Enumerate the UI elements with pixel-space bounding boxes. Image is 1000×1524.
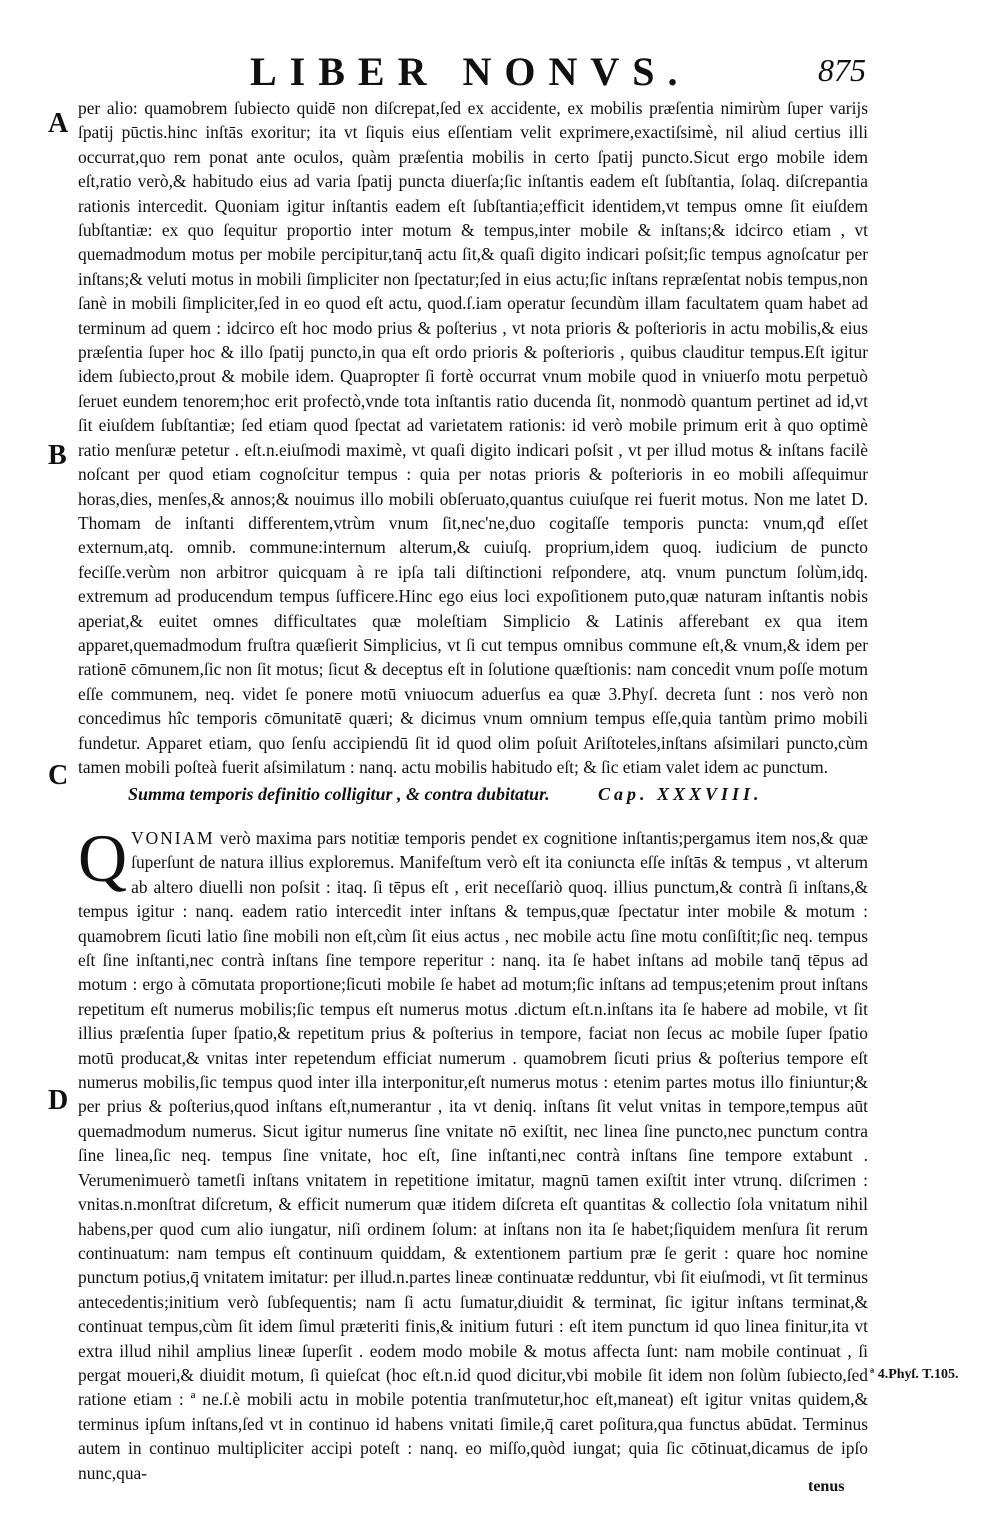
drop-initial: Q [78,820,128,896]
catchword: tenus [808,1478,845,1495]
margin-marker-c: C [48,760,69,791]
opening-word: VONIAM [131,828,215,848]
body-text-block-1 [78,96,868,779]
paragraph-1: per alio: quamobrem ſubiecto quidē non diſcrepat,ſed ex accidente, ex mobilis præſentia nimirùm ſuper varijs ſpatij pūctis.hinc inſtās exoritur; ita vt ſiquis eius eſſentiam velit exprimere,exactiſsimè, nil aliud certius illi occurrat,quo rem ponat ante oculos, quàm præſentia mobilis in certo ſpatij puncto.Sicut ergo mobile idem eſt,ratio verò,& habitudo eius ad varia ſpatij puncta diuerſa;ſic inſtantis eadem eſt ſubſtantia, ſolaq. diſcrepantia rationis intercedit. Quoniam igitur inſtantis eadem eſt ſubſtantia;efficit identidem,vt tempus omne ſit eiuſdem ſubſtantiæ: ex quo ſequitur proportio inter motum & tempus,inter mobile & inſtans;& idcirco etiam , vt quemadmodum motus per mobile percipitur,tanq̄ actu ſit,& quaſi digito indicari poſsit;ſic tempus agnoſcatur per inſtans;& veluti motus in mobili ſimpliciter non ſpectatur;ſed in eius actu;ſic inſtans repræſentat nobis tempus,non ſanè in mobili ſimpliciter,ſed in eo quod eſt actu, quod.ſ.iam operatur ſecundùm illam facultatem quam habet ad terminum ad quem : idcirco eſt hoc modo prius & poſterius , vt nota prioris & poſterioris in actu mobilis,& eius præſentia ſuper hoc & illo ſpatij puncto,in qua eſt ordo prioris & poſterioris , quibus clauditur tempus.Eſt igitur idem ſubiecto,prout & mobile idem. Quapropter ſi fortè occurrat vnum mobile quod in vniuerſo motu perpetuò ſeruet eundem tenorem;hoc erit profectò,vnde tota inſtantis ratio ducenda ſit, nonmodò quantum pertinet ad id,vt ſit eiuſdem ſubſtantiæ; ſed etiam quod ſpectat ad varietatem rationis: id verò mobile primum erit à quo optimè ratio menſuræ petetur . eſt.n.eiuſmodi maximè, vt quaſi digito indicari poſsit , vt per illud motus & inſtans facilè noſcant per quod etiam cognoſcitur tempus : quia per notas prioris & poſterioris in eo mobili aſſequimur horas,dies, menſes,& annos;& nouimus illo mobili obſeruato,quantus cuiuſque rei fuerit motus. Non me latet D. Thomam de inſtanti differentem,vtrùm vnum ſit,nec'ne,duo cogitaſſe temporis puncta: vnum,qđ eſſet externum,atq. omnib. commune:internum alterum,& cuiuſq. proprium,idem quoq. iudicium de puncto feciſſe.verùm non arbitror quicquam à re ipſa tali diſtinctioni reſpondere, atq. vnum punctum ſolùm,idq. extremum ad producendum tempus ſufficere.Hinc ego eius loci expoſitionem puto,quæ naturam inſtantis nobis aperiat,& euitet omnes difficultates quæ moleſtiam Simplicio & Latinis afferebant ex qua item apparet,quemadmodum fruſtra quæſierit Simplicius, vt ſi cut tempus omnibus commune eſt,& vnum,& idem per rationē cōmunem,ſic non ſit motus; ſicut & deceptus eſt in ſolutione quæſtionis: nam concedit vnum poſſe motum eſſe communem, neq. videt ſe ponere motū vniuocum aduerſus ea quæ 3.Phyſ. decreta ſunt : nos verò non concedimus hîc temporis cōmunitatē quæri; & dicimus vnum omnium tempus eſſe,quia tantùm primo mobili fundetur. Apparet etiam, quo ſenſu accipiendū ſit id quod olim poſuit Ariſtoteles,inſtans aſsimilari puncto,cùm tamen mobili poſteà fuerit aſsimilatum : nanq. actu mobilis habitudo eſt; & ſic etiam valet idem ac punctum. [78,98,868,777]
paragraph-2-text: verò maxima pars notitiæ temporis pendet ex cognitione inſtantis;pergamus item nos,& quæ ſuperſunt de natura illius exploremus. Manifeſtum verò eſt ita coniuncta eſſe inſtās & tempus , vt alterum ab altero diuelli non poſsit : itaq. ſi tēpus eſt , erit neceſſariò quoq. illius punctum,& contrà ſi inſtans,& tempus igitur : nanq. eadem ratio intercedit inter inſtans & tempus,quæ ſpectatur inter mobile & motum : quamobrem ſicuti latio ſine mobili non eſt,cùm ſit eius actus , nec mobile actu ſine motu conſiſtit;ſic neq. tempus eſt ſine inſtanti,nec contrà inſtans ſine tempore reperitur : nanq. ita ſe habet inſtans ad mobile tanq̄ tēpus ad motum : ergo à cōmutata proportione;ſicuti mobile ſe habet ad motum;ſic inſtans ad tempus;etenim prout inſtans repetitum eſt numerus mobilis;ſic tempus eſt numerus motus .dictum eſt.n.inſtans ita ſe habere ad mobile, vt ſit illius præſentia ſuper ſpatio,& repetitum prius & poſterius in tempore, faciat non ſecus ac mobile ſuper ſpatio motū producat,& vnitas inter repetendum efficiat numerum . quamobrem ſicuti prius & poſterius tempore eſt numerus mobilis,ſic tempus quod inter illa interponitur,eſt numerus motus : etenim partes motus illo finiuntur;& per prius & poſterius,quod inſtans eſt,numerantur , ita vt deniq. inſtans ſit velut vnitas in tempore,tempus aūt quemadmodum numerus. Sicut igitur numerus ſine vnitate nō exiſtit, nec linea ſine puncto,nec punctum contra ſine linea,ſic neq. tempus ſine vnitate, hoc eſt, ſine inſtanti,nec contrà inſtans ſine tempore extabunt . Verumenimuerò tametſi inſtans vnitatem in repetitione imitatur, magnū tamen exiſtit inter vtrunq. diſcrimen : vnitas.n.monſtrat diſcretum, & efficit numerum quæ itidem diſcreta eſt quantitas & collectio ſola vnitatum nihil habens,per quod cum alio iungatur, niſi ordinem ſolum: at inſtans non ita ſe habet;ſiquidem menſura ſit rerum continuatum: nam tempus eſt continuum quiddam, & extentionem partium præ ſe gerit : quare hoc nomine punctum potius,q̄ vnitatem imitatur: per illud.n.partes lineæ continuatæ redduntur, vbi ſit eiuſmodi, vt ſit terminus antecedentis;initium verò ſubſequentis; nam ſi actu ſumatur,diuidit & terminat, ſic igitur inſtans terminat,& continuat tempus,cùm ſit idem ſimul præteriti finis,& initium futuri : eſt item punctum id quo linea finitur,ita vt extra illud nihil amplius lineæ ſuperſit . eodem modo mobile & motus affecta ſunt: nam mobile continuat , ſi pergat moueri,& diuidit motum, ſi quieſcat (hoc eſt.n.id quod dicitur,vbi mobile ſit idem non ſolùm ſubiecto,ſed ratione etiam : ª ne.ſ.è mobili actu in mobile potentia tranſmutetur,hoc eſt,maneat) eſt igitur vnitas quidem,& terminus ipſum inſtans,ſed vt in continuo id habens vnitati ſimile,q̄ caret poſitura,qua functus abūdat. Terminus autem in continuo multipliciter accipi poteſt : nanq. eo miſſo,quòd iungat; quia ſic cōtinuat,dicamus de ipſo nunc,qua- [78,828,868,1483]
body-text-block-2 [78,820,868,1485]
chapter-heading [128,784,868,805]
running-head [0,48,1000,98]
margin-marker-a: A [48,108,69,139]
margin-note: ª 4.Phyſ. T.105. [870,1367,959,1382]
chapter-number: Cap. XXXVIII. [598,784,763,804]
page-number: 875 [818,52,866,88]
paragraph-2 [78,820,868,1485]
margin-marker-b: B [48,440,67,471]
running-title: LIBER NONVS. [250,49,691,94]
chapter-title: Summa temporis definitio colligitur , & contra dubitatur. [128,784,550,804]
margin-marker-d: D [48,1085,69,1116]
